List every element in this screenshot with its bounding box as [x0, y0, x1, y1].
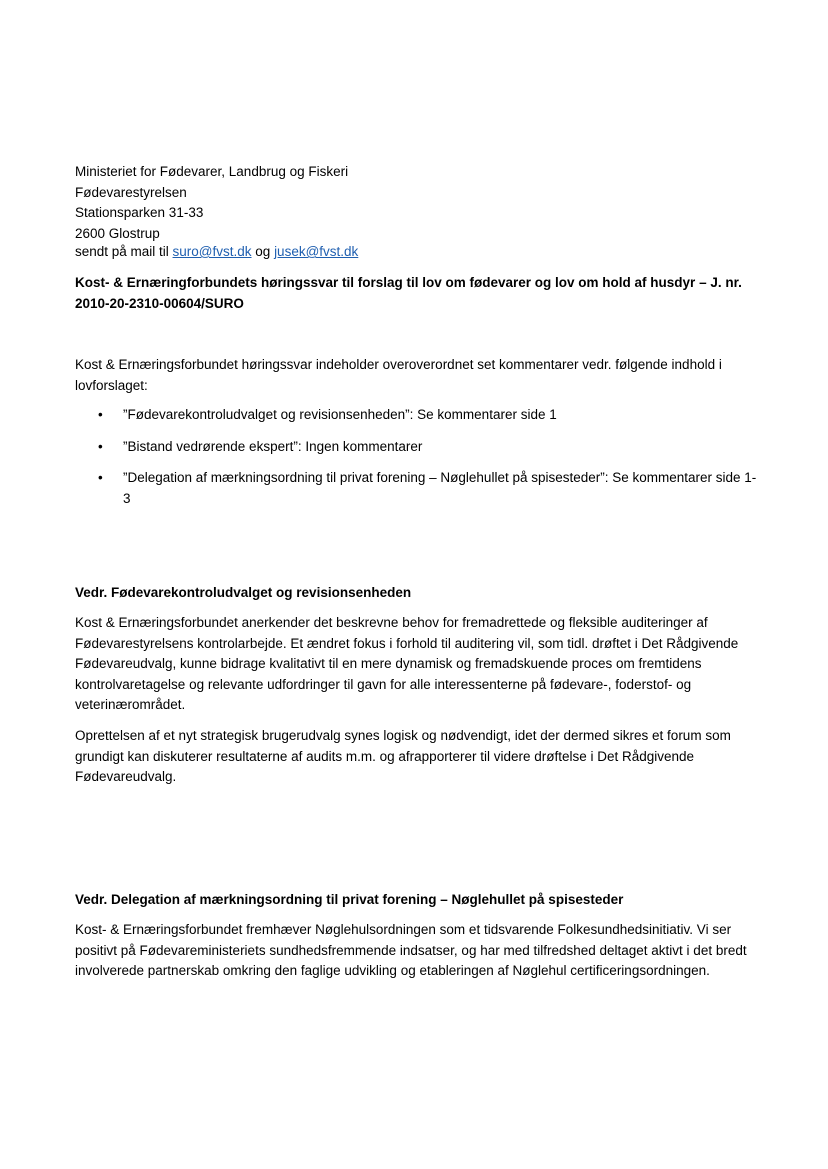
- section-control-paragraph-1: Kost & Ernæringsforbundet anerkender det beskrevne behov for fremadrettede og fleksible auditeringer af Fødevarestyrelsens kontrolarbejde. Et ændret fokus i forhold til auditering vil, som tidl. drøftet i Det Rådgivende Fødevareudvalg, kunne bidrage kvalitativt til en mere dynamisk og fremadskuende proces om fremtidens kontrolvaretagelse og relevante udfordringer til gavn for alle interessenterne på fødevare-, foderstof- og veterinærområdet.: [75, 615, 739, 712]
- section-heading-keyhole: Vedr. Delegation af mærkningsordning til privat forening – Nøglehullet på spisesteder: [75, 892, 624, 907]
- address-line-city: 2600 Glostrup: [75, 225, 160, 241]
- bullet-icon: •: [98, 470, 103, 485]
- address-line-agency: Fødevarestyrelsen: [75, 184, 187, 200]
- intro-paragraph: Kost & Ernæringsforbundet høringssvar indeholder overoverordnet set kommentarer vedr. følgende indhold i lovforslaget:: [75, 357, 722, 393]
- list-item-text: ”Delegation af mærkningsordning til privat forening – Nøglehullet på spisesteder”: Se kommentarer side 1-3: [123, 470, 757, 506]
- recipient-address: [75, 162, 358, 260]
- document-title: Kost- & Ernæringforbundets høringssvar til forslag til lov om fødevarer og lov om hold af husdyr – J. nr. 2010-20-2310-00604/SURO: [75, 275, 742, 311]
- mail-line: [75, 244, 358, 260]
- address-line-ministry: Ministeriet for Fødevarer, Landbrug og Fiskeri: [75, 164, 349, 179]
- list-item: [98, 468, 758, 509]
- mail-prefix: sendt på mail til: [75, 244, 173, 259]
- bullet-icon: •: [98, 438, 103, 454]
- list-item: [98, 437, 758, 458]
- section-control-paragraph-2: Oprettelsen af et nyt strategisk brugerudvalg synes logisk og nødvendigt, idet der dermed sikres et forum som grundigt kan diskuterer resultaterne af audits m.m. og afrapporterer til videre drøftelse i Det Rådgivende Fødevareudvalg.: [75, 728, 731, 784]
- list-item-text: ”Fødevarekontroludvalget og revisionsenheden”: Se kommentarer side 1: [123, 407, 557, 422]
- list-item-text: ”Bistand vedrørende ekspert”: Ingen kommentarer: [123, 438, 423, 454]
- email-link-jusek[interactable]: jusek@fvst.dk: [274, 244, 359, 259]
- mail-mid: og: [251, 244, 275, 259]
- bullet-icon: •: [98, 407, 103, 422]
- list-item: [98, 405, 758, 426]
- section-keyhole-paragraph-1: Kost- & Ernæringsforbundet fremhæver Nøglehulsordningen som et tidsvarende Folkesundhedsinitiativ. Vi ser positivt på Fødevareministeriets sundhedsfremmende indsatser, og har med tilfredshed deltaget aktivt i det bredt involverede partnerskab omkring den faglige udvikling og etableringen af Nøglehul certificeringsordningen.: [75, 922, 747, 978]
- address-line-street: Stationsparken 31-33: [75, 205, 204, 220]
- email-link-suro[interactable]: suro@fvst.dk: [172, 244, 252, 259]
- topic-list: [98, 405, 758, 520]
- section-heading-control: Vedr. Fødevarekontroludvalget og revisionsenheden: [75, 585, 412, 600]
